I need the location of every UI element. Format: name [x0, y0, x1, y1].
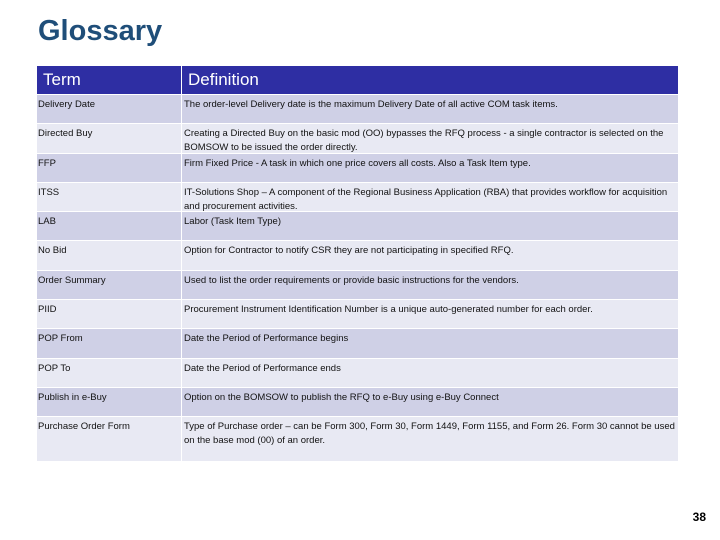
term-cell: Delivery Date	[37, 95, 182, 123]
term-cell: FFP	[37, 154, 182, 182]
table-header	[37, 66, 678, 94]
header-definition: Definition	[188, 70, 259, 89]
definition-cell: Option for Contractor to notify CSR they are not participating in specified RFQ.	[184, 245, 514, 257]
table-row	[37, 387, 678, 416]
term-cell: ITSS	[37, 183, 182, 211]
term-cell: Purchase Order Form	[37, 417, 182, 461]
definition-cell: Date the Period of Performance begins	[184, 333, 349, 345]
term-cell: Order Summary	[37, 271, 182, 299]
page-number: 38	[692, 510, 706, 524]
definition-cell: IT-Solutions Shop – A component of the Regional Business Application (RBA) that provides workflow for acquisition and procurement activities.	[184, 186, 668, 212]
table-row	[37, 358, 678, 387]
term-cell: POP To	[37, 359, 182, 387]
definition-cell: Date the Period of Performance ends	[184, 362, 341, 374]
definition-cell: Procurement Instrument Identification Number is a unique auto-generated number for each order.	[184, 304, 593, 316]
table-row	[37, 240, 678, 269]
term-cell: Directed Buy	[37, 124, 182, 152]
definition-cell: Creating a Directed Buy on the basic mod (OO) bypasses the RFQ process - a single contractor is selected on the BOMSOW to be issued the order directly.	[184, 128, 664, 154]
table-row	[37, 416, 678, 461]
glossary-table	[37, 66, 678, 461]
table-row	[37, 211, 678, 240]
term-cell: No Bid	[37, 241, 182, 269]
table-row	[37, 299, 678, 328]
definition-cell: Labor (Task Item Type)	[184, 216, 281, 228]
table-row	[37, 94, 678, 123]
definition-cell: Type of Purchase order – can be Form 300, Form 30, Form 1449, Form 1155, and Form 26. Form 30 cannot be used on the base mod (00) of an order.	[184, 421, 675, 447]
definition-cell: Option on the BOMSOW to publish the RFQ to e-Buy using e-Buy Connect	[184, 391, 499, 403]
header-term: Term	[37, 66, 182, 94]
table-row	[37, 153, 678, 182]
term-cell: PIID	[37, 300, 182, 328]
definition-cell: The order-level Delivery date is the maximum Delivery Date of all active COM task items.	[184, 99, 558, 110]
term-cell: POP From	[37, 329, 182, 357]
table-row	[37, 328, 678, 357]
term-cell: Publish in e-Buy	[37, 388, 182, 416]
table-row	[37, 182, 678, 211]
definition-cell: Firm Fixed Price - A task in which one price covers all costs. Also a Task Item type.	[184, 157, 531, 169]
table-row	[37, 123, 678, 152]
table-row	[37, 270, 678, 299]
page-title: Glossary	[38, 15, 163, 47]
definition-cell: Used to list the order requirements or provide basic instructions for the vendors.	[184, 274, 519, 286]
term-cell: LAB	[37, 212, 182, 240]
